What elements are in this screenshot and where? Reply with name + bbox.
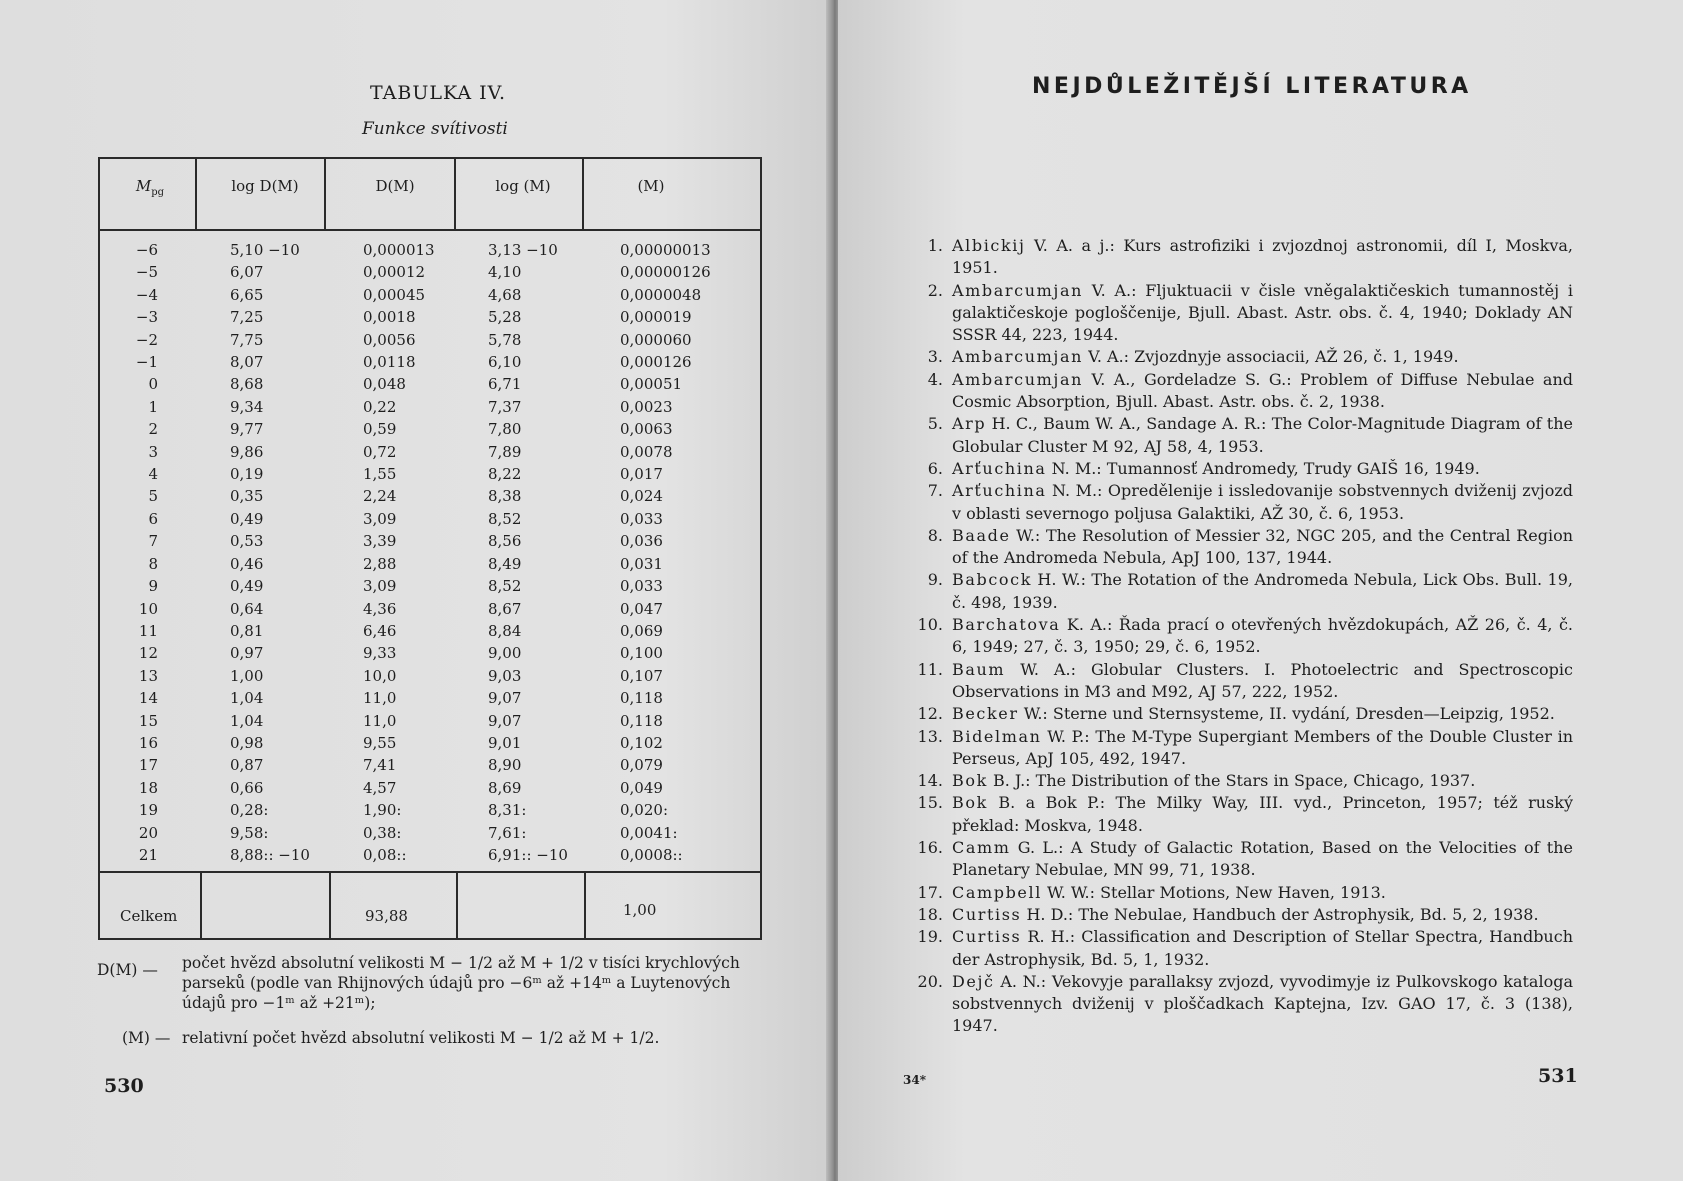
reference-item — [905, 569, 1573, 614]
table-cell: 8 — [148, 554, 158, 573]
table-cell: 0,036 — [620, 532, 663, 551]
reference-text — [952, 770, 1573, 792]
reference-author: Babcock — [952, 570, 1032, 590]
table-cell: 0,08:: — [363, 845, 407, 864]
table-cell: 21 — [138, 845, 158, 864]
table-cell: 8,88:: −10 — [230, 845, 310, 864]
table-cell: 0,66 — [230, 778, 264, 797]
table-cell: 8,38 — [488, 487, 522, 506]
table-cell: 0 — [148, 375, 158, 394]
table-cell: 0,81 — [230, 621, 264, 640]
reference-details: B. a Bok P.: The Milky Way, III. vyd., Princeton, 1957; též ruský překlad: Moskva, 1948. — [952, 793, 1573, 835]
reference-text — [952, 614, 1573, 659]
reference-author: Ambarcumjan — [952, 347, 1083, 367]
table-cell: 0,102 — [620, 733, 663, 752]
table-cell: 4 — [148, 465, 158, 484]
reference-number: 16. — [917, 838, 943, 858]
reference-author: Ambarcumjan — [952, 280, 1083, 300]
table-cell: 0,000019 — [620, 308, 692, 327]
reference-list — [905, 235, 1573, 1038]
table-cell: 16 — [138, 733, 158, 752]
column-dm — [363, 239, 435, 866]
reference-details: N. M.: Opredělenije i issledovanije sobstvennych dviženij zvjozd v oblasti severnogo poljusa Galaktiki, AŽ 30, č. 6, 1953. — [952, 481, 1573, 523]
table-cell: 13 — [138, 666, 158, 685]
table-cell: 9,55 — [363, 733, 397, 752]
table-cell: 7 — [148, 532, 158, 551]
reference-item — [905, 525, 1573, 570]
reference-number: 5. — [927, 414, 943, 434]
table-cell: 7,37 — [488, 397, 522, 416]
page-number-right: 531 — [1538, 1065, 1578, 1087]
reference-text — [952, 235, 1573, 280]
table-cell: 8,52 — [488, 509, 522, 528]
column-m — [620, 239, 711, 866]
reference-author: Arťuchina — [952, 458, 1047, 478]
table-cell: 4,57 — [363, 778, 397, 797]
table-cell: 7,41 — [363, 756, 397, 775]
literature-heading: NEJDŮLEŽITĚJŠÍ LITERATURA — [1032, 74, 1472, 99]
table-cell: 6,71 — [488, 375, 522, 394]
table-cell: −5 — [135, 263, 158, 282]
header-log-dm: log D(M) — [231, 177, 299, 195]
table-cell: 0,049 — [620, 778, 663, 797]
reference-number: 14. — [917, 771, 943, 791]
table-cell: 10,0 — [363, 666, 397, 685]
table-cell: 0,22 — [363, 397, 397, 416]
table-cell: 9,77 — [230, 420, 264, 439]
table-title: TABULKA IV. — [370, 82, 507, 104]
table-cell: 11,0 — [363, 711, 397, 730]
reference-item — [905, 792, 1573, 837]
reference-author: Ambarcumjan — [952, 369, 1083, 389]
note-m-key: (M) — — [122, 1029, 171, 1047]
table-cell: 7,89 — [488, 442, 522, 461]
header-mpg: $M_{pg}$ — [135, 177, 165, 198]
table-cell: 8,49 — [488, 554, 522, 573]
reference-number: 1. — [927, 236, 943, 255]
reference-number: 10. — [917, 615, 943, 635]
reference-text — [952, 837, 1573, 882]
reference-author: Baum — [952, 659, 1006, 679]
table-cell: 0,017 — [620, 465, 663, 484]
header-m: (M) — [637, 177, 665, 195]
reference-text — [952, 480, 1573, 525]
table-cell: 1,04 — [230, 689, 264, 708]
table-cell: 0,00012 — [363, 263, 426, 282]
reference-item — [905, 235, 1573, 280]
column-log-m — [488, 239, 568, 866]
table-cell: 0,0000048 — [620, 285, 702, 304]
table-cell: 0,000013 — [363, 241, 435, 259]
table-cell: 8,68 — [230, 375, 264, 394]
reference-details: W. W.: Stellar Motions, New Haven, 1913. — [1041, 882, 1386, 902]
table-cell: 0,107 — [620, 666, 663, 685]
reference-number: 13. — [917, 726, 943, 746]
table-cell: 0,35 — [230, 487, 264, 506]
table-cell: 8,69 — [488, 778, 522, 797]
reference-item — [905, 726, 1573, 771]
reference-number: 4. — [927, 369, 943, 389]
reference-text — [952, 280, 1573, 347]
table-cell: 7,80 — [488, 420, 522, 439]
reference-text — [952, 458, 1573, 480]
table-cell: 0,49 — [230, 577, 264, 596]
reference-item — [905, 369, 1573, 414]
reference-details: B. J.: The Distribution of the Stars in Space, Chicago, 1937. — [987, 771, 1476, 791]
left-page — [0, 0, 830, 1181]
table-cell: 2,88 — [363, 554, 397, 573]
table-cell: 0,069 — [620, 621, 663, 640]
table-cell: 0,97 — [230, 644, 264, 663]
table-cell: 1,04 — [230, 711, 264, 730]
reference-details: R. H.: Classification and Description of Stellar Spectra, Handbuch der Astrophysik, Bd. 5, 1, 1932. — [952, 927, 1573, 969]
table-cell: 6,65 — [230, 285, 264, 304]
reference-item — [905, 280, 1573, 347]
table-cell: 0,87 — [230, 756, 264, 775]
page-number-left: 530 — [104, 1075, 144, 1097]
table-cell: 11,0 — [363, 689, 397, 708]
reference-number: 20. — [917, 971, 943, 991]
reference-item — [905, 882, 1573, 904]
table-cell: 0,033 — [620, 509, 663, 528]
table-cell: −4 — [135, 285, 158, 304]
reference-details: N. M.: Tumannosť Andromedy, Trudy GAIŠ 16, 1949. — [1046, 458, 1480, 478]
column-mpg — [110, 239, 158, 866]
reference-details: W. P.: The M-Type Supergiant Members of the Double Cluster in Perseus, ApJ 105, 492, 1947. — [952, 726, 1573, 768]
reference-text — [952, 413, 1573, 458]
reference-item — [905, 346, 1573, 368]
reference-number: 18. — [917, 904, 943, 924]
table-cell: 9,33 — [363, 644, 397, 663]
table-cell: 8,31: — [488, 801, 527, 820]
reference-details: V. A.: Fljuktuacii v čisle vněgalaktičeskich tumannostěj i galaktičeskoje pogloščenije, Bjull. Abast. Astr. obs. č. 4, 1940; Doklady AN SSSR 44, 223, 1944. — [952, 280, 1573, 345]
table-cell: 4,36 — [363, 599, 397, 618]
header-dm: D(M) — [375, 177, 415, 195]
table-cell: 0,0056 — [363, 330, 416, 349]
table-cell: 6,10 — [488, 353, 522, 372]
table-cell: 14 — [138, 689, 158, 708]
note-dm-key: D(M) — — [97, 961, 158, 979]
table-cell: 1 — [148, 397, 158, 416]
table-cell: 0,020: — [620, 801, 668, 820]
reference-author: Curtiss — [952, 927, 1022, 947]
reference-item — [905, 480, 1573, 525]
reference-text — [952, 926, 1573, 971]
total-label: Celkem — [120, 907, 178, 925]
table-cell: 8,22 — [488, 465, 522, 484]
reference-text — [952, 369, 1573, 414]
reference-author: Camm — [952, 838, 1011, 858]
table-cell: 9,00 — [488, 644, 522, 663]
table-cell: 0,024 — [620, 487, 663, 506]
reference-author: Baade — [952, 525, 1011, 545]
table-cell: 0,98 — [230, 733, 264, 752]
reference-number: 19. — [917, 927, 943, 947]
reference-details: V. A.: Zvjozdnyje associacii, AŽ 26, č. 1, 1949. — [1083, 347, 1459, 367]
reference-text — [952, 882, 1573, 904]
reference-details: K. A.: Řada prací o otevřených hvězdokupách, AŽ 26, č. 4, č. 6, 1949; 27, č. 3, 1950; 29, č. 6, 1952. — [952, 615, 1573, 657]
table-cell: −6 — [135, 241, 158, 259]
table-cell: 0,118 — [620, 711, 663, 730]
table-cell: 0,0008:: — [620, 845, 683, 864]
reference-text — [952, 726, 1573, 771]
reference-details: G. L.: A Study of Galactic Rotation, Based on the Velocities of the Planetary Nebulae, MN 99, 71, 1938. — [952, 838, 1573, 880]
table-cell: 0,0023 — [620, 397, 673, 416]
table-cell: 1,00 — [230, 666, 264, 685]
table-cell: 4,68 — [488, 285, 522, 304]
table-cell: 7,75 — [230, 330, 264, 349]
reference-author: Curtiss — [952, 904, 1022, 924]
reference-details: H. C., Baum W. A., Sandage A. R.: The Color-Magnitude Diagram of the Globular Cluster M 92, AJ 58, 4, 1953. — [952, 414, 1573, 456]
table-cell: 0,048 — [363, 375, 406, 394]
table-cell: 9,03 — [488, 666, 522, 685]
table-cell: 0,46 — [230, 554, 264, 573]
table-cell: 0,000060 — [620, 330, 692, 349]
reference-text — [952, 904, 1573, 926]
total-dm: 93,88 — [365, 907, 408, 925]
reference-item — [905, 458, 1573, 480]
reference-item — [905, 413, 1573, 458]
table-cell: 0,100 — [620, 644, 663, 663]
reference-item — [905, 614, 1573, 659]
table-cell: 6 — [148, 509, 158, 528]
table-cell: 12 — [138, 644, 158, 663]
reference-author: Albickij — [952, 236, 1026, 255]
table-cell: 7,61: — [488, 823, 527, 842]
table-cell: 0,53 — [230, 532, 264, 551]
reference-number: 3. — [927, 347, 943, 367]
table-cell: 0,031 — [620, 554, 663, 573]
reference-number: 7. — [927, 481, 943, 501]
reference-number: 17. — [917, 882, 943, 902]
reference-item — [905, 837, 1573, 882]
reference-number: 15. — [917, 793, 943, 813]
reference-author: Bidelman — [952, 726, 1042, 746]
table-cell: 5,78 — [488, 330, 522, 349]
note-m-text: relativní počet hvězd absolutní velikosti M − 1/2 až M + 1/2. — [182, 1029, 660, 1047]
table-cell: 3,13 −10 — [488, 241, 558, 259]
reference-text — [952, 971, 1573, 1038]
reference-item — [905, 770, 1573, 792]
reference-number: 11. — [917, 659, 943, 679]
signature-mark: 34* — [903, 1073, 926, 1087]
table-cell: 0,0041: — [620, 823, 678, 842]
table-cell: 0,59 — [363, 420, 397, 439]
table-cell: 0,033 — [620, 577, 663, 596]
reference-text — [952, 525, 1573, 570]
table-cell: 9,01 — [488, 733, 522, 752]
table-cell: 8,84 — [488, 621, 522, 640]
reference-number: 9. — [927, 570, 943, 590]
table-cell: 3 — [148, 442, 158, 461]
reference-details: H. D.: The Nebulae, Handbuch der Astrophysik, Bd. 5, 2, 1938. — [1021, 904, 1539, 924]
table-cell: 6,46 — [363, 621, 397, 640]
table-cell: 8,52 — [488, 577, 522, 596]
reference-author: Bok — [952, 793, 988, 813]
table-cell: 9,86 — [230, 442, 264, 461]
reference-author: Barchatova — [952, 615, 1061, 635]
reference-item — [905, 659, 1573, 704]
table-cell: 0,72 — [363, 442, 397, 461]
table-cell: 0,079 — [620, 756, 663, 775]
table-cell: 9,07 — [488, 689, 522, 708]
table-cell: 0,64 — [230, 599, 264, 618]
table-cell: 0,19 — [230, 465, 264, 484]
table-cell: 19 — [138, 801, 158, 820]
table-cell: 3,39 — [363, 532, 397, 551]
table-cell: 8,56 — [488, 532, 522, 551]
table-cell: 4,10 — [488, 263, 522, 282]
table-cell: 2 — [148, 420, 158, 439]
table-cell: 6,07 — [230, 263, 264, 282]
table-cell: 9,34 — [230, 397, 264, 416]
table-cell: 0,00000126 — [620, 263, 711, 282]
total-m: 1,00 — [623, 901, 657, 919]
reference-item — [905, 926, 1573, 971]
table-cell: 0,00000013 — [620, 241, 711, 259]
reference-text — [952, 792, 1573, 837]
table-cell: 0,000126 — [620, 353, 692, 372]
table-cell: −3 — [135, 308, 158, 327]
table-cell: 9 — [148, 577, 158, 596]
reference-author: Arťuchina — [952, 481, 1047, 501]
reference-text — [952, 569, 1573, 614]
table-cell: 10 — [138, 599, 158, 618]
reference-item — [905, 904, 1573, 926]
reference-text — [952, 659, 1573, 704]
reference-author: Dejč — [952, 971, 995, 991]
table-cell: 3,09 — [363, 577, 397, 596]
table-cell: 15 — [138, 711, 158, 730]
table-cell: 1,90: — [363, 801, 402, 820]
header-log-m: log (M) — [495, 177, 551, 195]
luminosity-table — [98, 157, 762, 940]
reference-item — [905, 703, 1573, 725]
reference-author: Campbell — [952, 882, 1042, 902]
table-cell: 20 — [138, 823, 158, 842]
reference-author: Becker — [952, 704, 1019, 724]
reference-number: 12. — [917, 704, 943, 724]
table-cell: 5,10 −10 — [230, 241, 300, 259]
table-cell: 2,24 — [363, 487, 397, 506]
reference-details: V. A. a j.: Kurs astrofiziki i zvjozdnoj astronomii, díl I, Moskva, 1951. — [952, 236, 1573, 278]
reference-details: W. A.: Globular Clusters. I. Photoelectric and Spectroscopic Observations in M3 and M92, AJ 57, 222, 1952. — [952, 659, 1573, 701]
reference-author: Arp — [952, 414, 987, 434]
table-cell: 0,0118 — [363, 353, 416, 372]
table-cell: 1,55 — [363, 465, 397, 484]
table-cell: 18 — [138, 778, 158, 797]
table-cell: 17 — [138, 756, 158, 775]
table-cell: 8,07 — [230, 353, 264, 372]
note-dm-text: počet hvězd absolutní velikosti M − 1/2 až M + 1/2 v tisíci krychlových parseků (podle van Rhijnových údajů pro −6ᵐ až +14ᵐ a Luytenových údajů pro −1ᵐ až +21ᵐ); — [182, 954, 740, 1012]
table-cell: 8,67 — [488, 599, 522, 618]
reference-details: H. W.: The Rotation of the Andromeda Nebula, Lick Obs. Bull. 19, č. 498, 1939. — [952, 570, 1573, 612]
table-cell: 0,0078 — [620, 442, 673, 461]
reference-details: A. N.: Vekovyje parallaksy zvjozd, vyvodimyje iz Pulkovskogo kataloga sobstvennych dviženij v ploščadkach Kaptejna, Izv. GAO 17, č. 3 (138), 1947. — [952, 971, 1573, 1036]
table-cell: 0,00051 — [620, 375, 683, 394]
table-cell: −1 — [135, 353, 158, 372]
table-cell: 11 — [138, 621, 158, 640]
reference-number: 6. — [927, 458, 943, 478]
table-cell: 0,118 — [620, 689, 663, 708]
column-log-dm — [230, 239, 310, 866]
reference-author: Bok — [952, 771, 988, 791]
table-subtitle: Funkce svítivosti — [362, 119, 508, 139]
reference-number: 2. — [927, 280, 943, 300]
table-cell: 7,25 — [230, 308, 264, 327]
reference-item — [905, 971, 1573, 1038]
reference-details: V. A., Gordeladze S. G.: Problem of Diffuse Nebulae and Cosmic Absorption, Bjull. Abast. Astr. obs. č. 2, 1938. — [952, 369, 1573, 412]
table-cell: 6,91:: −10 — [488, 845, 568, 864]
table-cell: 5 — [148, 487, 158, 506]
table-cell: 3,09 — [363, 509, 397, 528]
table-cell: 9,58: — [230, 823, 269, 842]
table-cell: 5,28 — [488, 308, 522, 327]
table-cell: 8,90 — [488, 756, 522, 775]
table-cell: 0,38: — [363, 823, 402, 842]
reference-details: W.: Sterne und Sternsysteme, II. vydání, Dresden—Leipzig, 1952. — [1018, 704, 1555, 724]
table-cell: 0,28: — [230, 801, 269, 820]
reference-details: W.: The Resolution of Messier 32, NGC 205, and the Central Region of the Andromeda Nebula, ApJ 100, 137, 1944. — [952, 525, 1573, 568]
table-cell: 9,07 — [488, 711, 522, 730]
table-cell: 0,49 — [230, 509, 264, 528]
table-cell: 0,0063 — [620, 420, 673, 439]
reference-text — [952, 703, 1573, 725]
table-cell: 0,047 — [620, 599, 663, 618]
table-cell: 0,0018 — [363, 308, 416, 327]
reference-number: 8. — [927, 525, 943, 545]
reference-text — [952, 346, 1573, 368]
table-cell: 0,00045 — [363, 285, 426, 304]
table-cell: −2 — [135, 330, 158, 349]
